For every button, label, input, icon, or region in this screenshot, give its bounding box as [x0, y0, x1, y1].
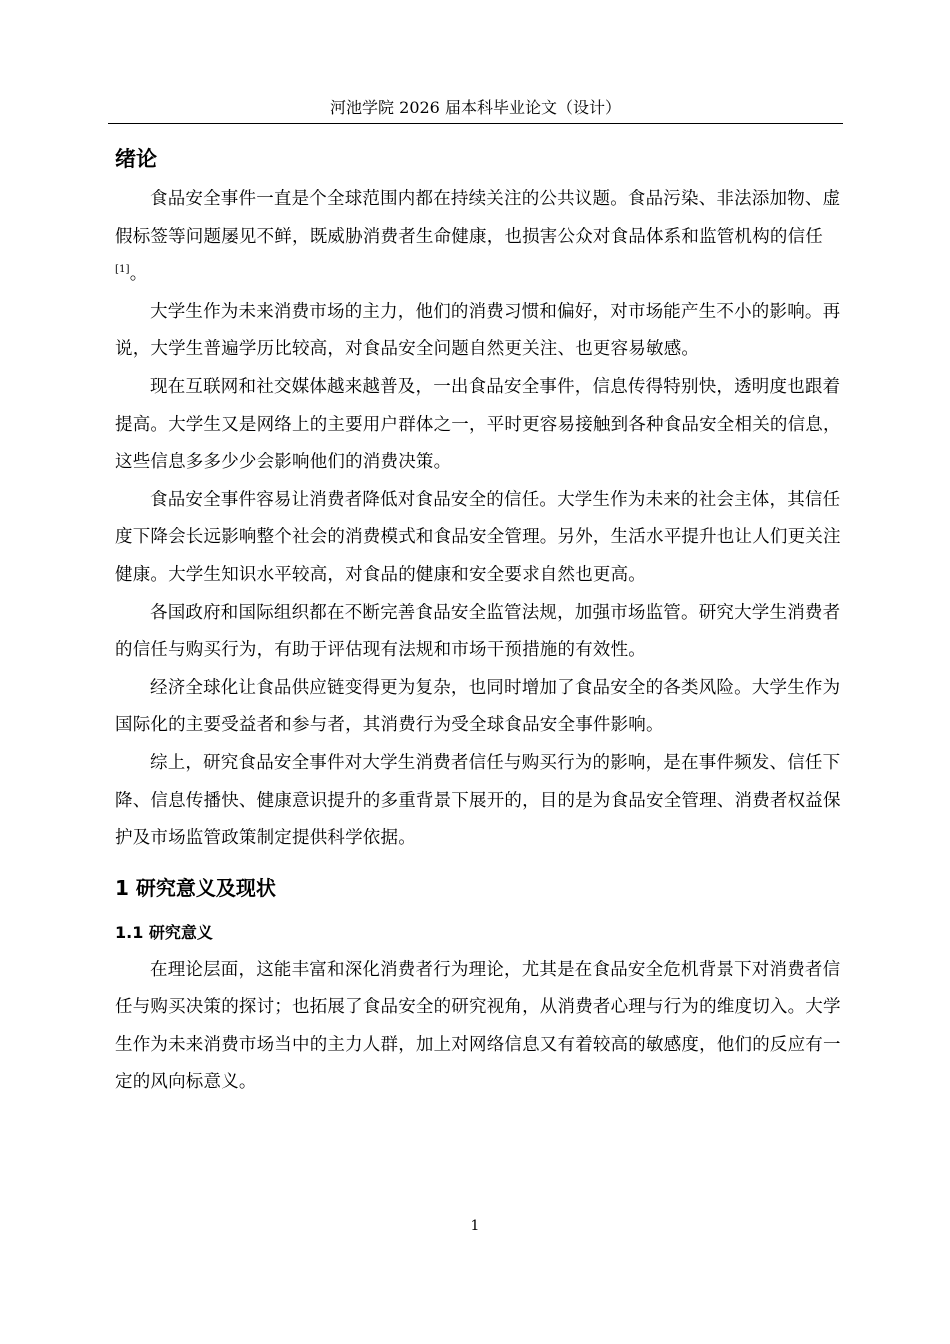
intro-paragraph-1	[115, 181, 853, 294]
intro-paragraph-4: 食品安全事件容易让消费者降低对食品安全的信任。大学生作为未来的社会主体，其信任度下降会长远影响整个社会的消费模式和食品安全管理。另外，生活水平提升也让人们更关注健康。大学生知识水平较高，对食品的健康和安全要求自然也更高。	[115, 489, 841, 585]
subsection-title: 1.1 研究意义	[115, 922, 213, 942]
citation-tail: 。	[129, 264, 148, 285]
header-rule	[108, 123, 843, 124]
intro-paragraph-6: 经济全球化让食品供应链变得更为复杂，也同时增加了食品安全的各类风险。大学生作为国际化的主要受益者和参与者，其消费行为受全球食品安全事件影响。	[115, 677, 841, 736]
intro-paragraph-1-text: 食品安全事件一直是个全球范围内都在持续关注的公共议题。食品污染、非法添加物、虚假标签等问题屡见不鲜，既威胁消费者生命健康，也损害公众对食品体系和监管机构的信任	[115, 189, 841, 247]
citation-ref[interactable]: [1]	[115, 264, 130, 276]
page-body	[115, 141, 853, 1102]
section-title: 1 研究意义及现状	[115, 875, 276, 900]
intro-paragraph-5: 各国政府和国际组织都在不断完善食品安全监管法规，加强市场监管。研究大学生消费者的信任与购买行为，有助于评估现有法规和市场干预措施的有效性。	[115, 602, 841, 661]
intro-paragraph-2: 大学生作为未来消费市场的主力，他们的消费习惯和偏好，对市场能产生不小的影响。再说，大学生普遍学历比较高，对食品安全问题自然更关注、也更容易敏感。	[115, 301, 841, 360]
page-number: 1	[470, 1218, 480, 1234]
intro-paragraph-3: 现在互联网和社交媒体越来越普及，一出食品安全事件，信息传得特别快，透明度也跟着提高。大学生又是网络上的主要用户群体之一，平时更容易接触到各种食品安全相关的信息，这些信息多多少少会影响他们的消费决策。	[115, 376, 841, 473]
intro-paragraph-7: 综上，研究食品安全事件对大学生消费者信任与购买行为的影响，是在事件频发、信任下降、信息传播快、健康意识提升的多重背景下展开的，目的是为食品安全管理、消费者权益保护及市场监管政策制定提供科学依据。	[115, 752, 841, 849]
chapter-title: 绪论	[115, 147, 157, 171]
subsection-paragraph-1: 在理论层面，这能丰富和深化消费者行为理论，尤其是在食品安全危机背景下对消费者信任与购买决策的探讨；也拓展了食品安全的研究视角，从消费者心理与行为的维度切入。大学生作为未来消费市场当中的主力人群，加上对网络信息又有着较高的敏感度，他们的反应有一定的风向标意义。	[115, 959, 841, 1093]
running-header: 河池学院 2026 届本科毕业论文（设计）	[330, 98, 621, 117]
